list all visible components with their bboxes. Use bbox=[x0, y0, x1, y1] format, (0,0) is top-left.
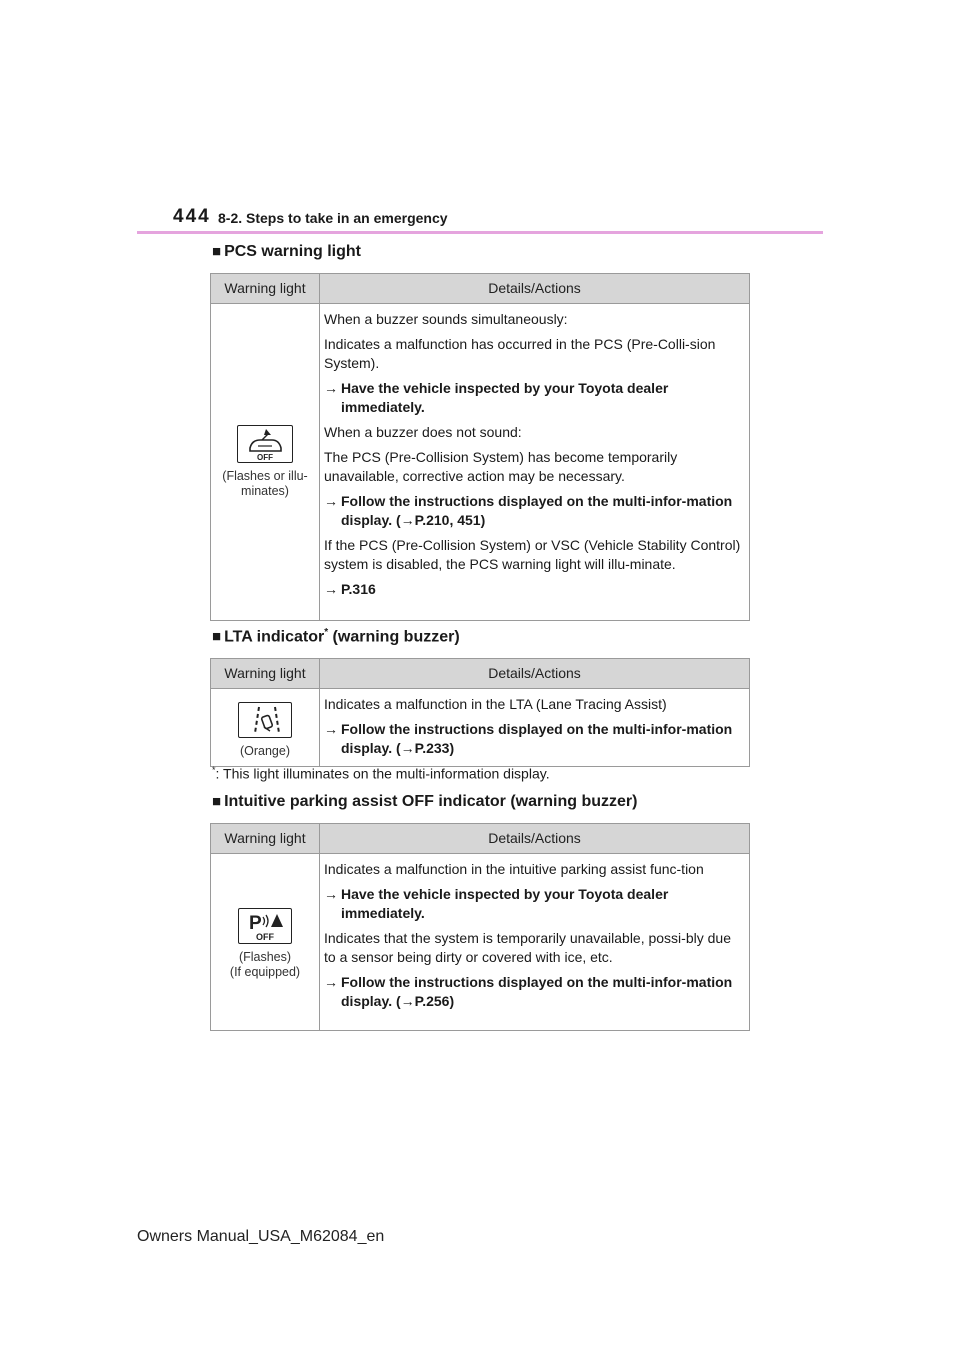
footnote bbox=[212, 765, 550, 782]
square-bullet-icon: ■ bbox=[212, 243, 222, 260]
section-heading-lta bbox=[212, 627, 460, 646]
detail-text: Indicates a malfunction has occurred in the PCS (Pre-Colli-sion System). bbox=[324, 336, 716, 371]
header-rule bbox=[137, 231, 823, 234]
parking-assist-off-icon bbox=[238, 908, 292, 944]
details-cell bbox=[320, 854, 750, 1031]
lta-indicator-table bbox=[210, 658, 750, 767]
footnote-text: : This light illuminates on the multi-information display. bbox=[215, 765, 550, 782]
footnote-marker: * bbox=[324, 627, 329, 638]
action-text-tail: ) bbox=[480, 512, 486, 528]
detail-text: Indicates a malfunction in the LTA (Lane Tracing Assist) bbox=[324, 696, 667, 712]
icon-caption: (Orange) bbox=[239, 744, 291, 758]
action-item bbox=[324, 720, 743, 758]
parking-assist-table bbox=[210, 823, 750, 1031]
arrow-icon: → bbox=[324, 721, 338, 737]
arrow-icon: → bbox=[324, 886, 338, 902]
page-reference-link[interactable]: P.256 bbox=[414, 993, 450, 1009]
detail-text: Indicates that the system is temporarily unavailable, possi-bly due to a sensor being dirty or covered with ice, etc. bbox=[324, 930, 731, 965]
arrow-icon: → bbox=[324, 974, 338, 990]
action-item bbox=[324, 973, 743, 1011]
column-header-details: Details/Actions bbox=[320, 274, 750, 304]
column-header-details: Details/Actions bbox=[320, 824, 750, 854]
page-number: 444 bbox=[173, 206, 211, 227]
column-header-warning-light: Warning light bbox=[211, 659, 320, 689]
action-text-tail: ) bbox=[449, 740, 455, 756]
icon-caption: (If equipped) bbox=[229, 965, 301, 979]
chapter-title: 8-2. Steps to take in an emergency bbox=[218, 210, 448, 226]
action-text: Follow the instructions displayed on the multi-infor-mation display. ( bbox=[341, 974, 733, 1009]
arrow-icon: → bbox=[324, 493, 338, 509]
column-header-warning-light: Warning light bbox=[211, 824, 320, 854]
action-item bbox=[324, 580, 743, 599]
icon-caption: (Flashes or illu- bbox=[222, 469, 308, 483]
icon-caption: minates) bbox=[241, 484, 289, 498]
action-text: Have the vehicle inspected by your Toyota dealer immediately. bbox=[341, 380, 669, 415]
page-reference-link[interactable]: P.316 bbox=[341, 581, 376, 597]
arrow-icon: → bbox=[324, 380, 338, 396]
arrow-icon: → bbox=[324, 581, 338, 597]
section-heading-parking-assist bbox=[212, 793, 637, 811]
column-header-details: Details/Actions bbox=[320, 659, 750, 689]
section-heading-text: PCS warning light bbox=[224, 243, 361, 260]
action-item bbox=[324, 885, 743, 923]
detail-text: The PCS (Pre-Collision System) has become temporarily unavailable, corrective action may be necessary. bbox=[324, 449, 678, 484]
icon-caption: (Flashes) bbox=[238, 950, 292, 964]
square-bullet-icon: ■ bbox=[212, 793, 222, 810]
details-cell bbox=[320, 689, 750, 767]
svg-text:P: P bbox=[249, 913, 262, 934]
pcs-warning-icon bbox=[237, 425, 293, 463]
svg-text:OFF: OFF bbox=[256, 932, 274, 942]
pcs-warning-table bbox=[210, 273, 750, 621]
svg-text:OFF: OFF bbox=[257, 453, 273, 462]
warning-light-cell bbox=[211, 854, 320, 1031]
section-heading-pcs bbox=[212, 243, 361, 261]
warning-light-cell bbox=[211, 689, 320, 767]
action-item bbox=[324, 379, 743, 417]
detail-text: When a buzzer sounds simultaneously: bbox=[324, 311, 568, 327]
footer-manual-id: Owners Manual_USA_M62084_en bbox=[137, 1228, 385, 1245]
arrow-icon: → bbox=[400, 740, 415, 756]
warning-light-cell bbox=[211, 304, 320, 621]
action-text-tail: ) bbox=[449, 993, 455, 1009]
section-heading-tail: (warning buzzer) bbox=[328, 628, 460, 646]
detail-text: Indicates a malfunction in the intuitive parking assist func-tion bbox=[324, 861, 704, 877]
arrow-icon: → bbox=[400, 993, 415, 1009]
details-cell bbox=[320, 304, 750, 621]
action-text: Follow the instructions displayed on the multi-infor-mation display. ( bbox=[341, 493, 733, 528]
page-reference-link[interactable]: P.233 bbox=[414, 740, 450, 756]
column-header-warning-light: Warning light bbox=[211, 274, 320, 304]
action-item bbox=[324, 492, 743, 530]
detail-text: If the PCS (Pre-Collision System) or VSC (Vehicle Stability Control) system is disabled, the PCS warning light will illu-minate. bbox=[324, 537, 741, 572]
action-text: Have the vehicle inspected by your Toyota dealer immediately. bbox=[341, 886, 669, 921]
section-heading-text: LTA indicator bbox=[224, 628, 325, 646]
lta-indicator-icon bbox=[238, 702, 292, 738]
arrow-icon: → bbox=[400, 512, 415, 528]
square-bullet-icon: ■ bbox=[212, 628, 222, 646]
footnote-marker: * bbox=[212, 765, 216, 775]
page-reference-link[interactable]: P.210, 451 bbox=[414, 512, 481, 528]
detail-text: When a buzzer does not sound: bbox=[324, 424, 522, 440]
action-text: Follow the instructions displayed on the multi-infor-mation display. ( bbox=[341, 721, 733, 756]
section-heading-text: Intuitive parking assist OFF indicator (warning buzzer) bbox=[224, 793, 638, 810]
